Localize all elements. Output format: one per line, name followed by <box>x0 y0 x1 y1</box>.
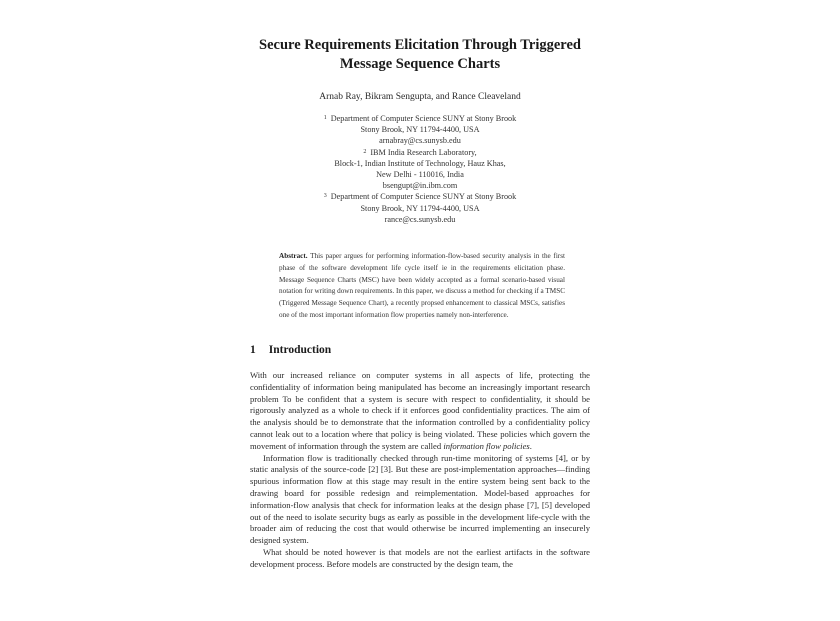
affiliations <box>250 113 590 225</box>
affiliation-text: arnabray@cs.sunysb.edu <box>379 136 461 146</box>
abstract-text: This paper argues for performing information-flow-based security analysis in the first phase of the software development life cycle itself ie in the requirements elicitation phase. Message Sequence Charts (MSC) have been widely accepted as a formal scenario-based visual notation for writing down requirements. In this paper, we discuss a method for checking if a TMSC (Triggered Message Sequence Chart), a recently propsed enhancement to classical MSCs, satisfies one of the most important information flow properties namely non-interference. <box>279 252 565 319</box>
section-title: Introduction <box>268 344 332 356</box>
affiliation-text: Department of Computer Science SUNY at Stony Brook <box>330 192 517 202</box>
abstract-label: Abstract. <box>279 252 308 260</box>
affiliation-line <box>250 169 590 180</box>
paper-title <box>220 36 620 74</box>
affiliation-mark: 3 <box>323 193 327 200</box>
affiliation-text: bsengupt@in.ibm.com <box>382 181 458 191</box>
affiliation-text: Stony Brook, NY 11794-4400, USA <box>360 125 480 135</box>
affiliation-text: rance@cs.sunysb.edu <box>384 214 456 224</box>
paragraph-text: With our increased reliance on computer systems in all aspects of life, protecting the confidentiality of information being manipulated has become an increasingly important research problem To be confident that a system is secure with respect to confidentiality, it should be rigorously analyzed as a whole to check if it enforces good confidentiality practices. The aim of the analysis should be to demonstrate that the information controlled by a confidentiality policy cannot leak out to a location where that policy is being violated. These policies which govern the movement of information through the system are called <box>250 370 590 451</box>
affiliation-mark: 1 <box>323 115 327 121</box>
section-number: 1 <box>250 344 256 356</box>
affiliation-line <box>250 214 590 225</box>
abstract <box>279 251 565 322</box>
introduction-body <box>250 370 590 571</box>
affiliation-line <box>250 158 590 169</box>
title-line-2: Message Sequence Charts <box>339 56 501 72</box>
affiliation-line <box>250 203 590 214</box>
author-list: Arnab Ray, Bikram Sengupta, and Rance Cleaveland <box>319 92 521 102</box>
affiliation-line <box>250 113 590 124</box>
affiliation-mark: 2 <box>363 148 367 155</box>
affiliation-line <box>250 191 590 202</box>
affiliation-text: New Delhi - 110016, India <box>376 170 464 180</box>
affiliation-line <box>250 124 590 135</box>
paragraph: Information flow is traditionally checked through run-time monitoring of systems [4], or by static analysis of the source-code [2] [3]. But these are post-implementation approaches—finding spurious information flow at this stage may result in the entire system being sent back to the drawing board for possible redesign and reimplementation. Model-based approaches for information-flow analysis that check for information leaks at the design phase [7], [5] developed out of the need to isolate security bugs as early as possible in the development life-cycle with the broader aim of reducing the cost that would otherwise be incurred implementing an insecurely designed system. <box>250 452 590 546</box>
emphasis-text: information flow policies <box>443 440 530 451</box>
paragraph-text: . <box>529 440 532 451</box>
affiliation-text: IBM India Research Laboratory, <box>370 147 477 157</box>
affiliation-line <box>250 147 590 158</box>
paragraph <box>250 370 590 453</box>
paragraph: What should be noted however is that models are not the earliest artifacts in the software development process. Before models are constructed by the design team, the <box>250 546 590 569</box>
affiliation-text: Block-1, Indian Institute of Technology, Hauz Khas, <box>334 158 506 168</box>
title-line-1: Secure Requirements Elicitation Through Triggered <box>259 37 581 53</box>
section-heading <box>250 344 331 356</box>
affiliation-line <box>250 135 590 146</box>
affiliation-text: Department of Computer Science SUNY at Stony Brook <box>330 114 517 123</box>
affiliation-line <box>250 180 590 191</box>
affiliation-text: Stony Brook, NY 11794-4400, USA <box>360 203 480 213</box>
